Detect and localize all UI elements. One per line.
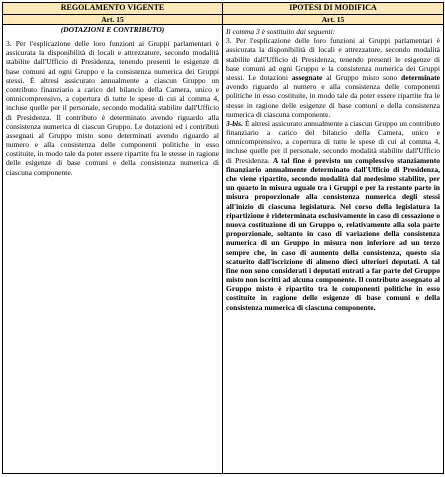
- paragraph-text-3: avendo riguardo al numero e alla consistenza delle componenti politiche in esso costituite, in modo tale da poter essere ripartite fra le stesse in ragione delle esigenze di base comuni e della consistenza numerica di ciascuna componente.: [226, 82, 440, 119]
- current-paragraph-3: [6, 39, 219, 177]
- paragraph-number: 3.: [6, 39, 12, 48]
- amendment-intro: Il comma 3 è sostituito dai seguenti:: [226, 27, 336, 36]
- paragraph-text-2: al Gruppo misto sono: [322, 72, 402, 82]
- content-row: [3, 25, 444, 474]
- article-label-right: Art. 15: [304, 15, 363, 25]
- current-text-cell: [3, 25, 223, 474]
- paragraph-text: Per l'esplicazione delle loro funzioni ai Gruppi parlamentari è assicurata la disponibilità di locali e attrezzature, secondo modalità stabilite dall'Ufficio di Presidenza, tenendo presenti le esigenze di base comuni ad ogni Gruppo e la consistenza numerica dei Gruppi stessi. È altresì assicurato annualmente a ciascun Gruppo un contributo finanziario a carico del bilancio della Camera, unico e omnicomprensivo, a copertura di tutte le spese di cui al comma 4, incluse quelle per il personale, secondo modalità stabilite dall'Ufficio di Presidenza. Il contributo è determinato avendo riguardo alla consistenza numerica di ciascun Gruppo. Le dotazioni ed i contributi assegnati al Gruppo misto sono determinati avendo riguardo al numero e alla consistenza delle componenti politiche in esso costituite, in modo tale da poter essere ripartite fra le stesse in ragione delle esigenze di base comuni e della consistenza numerica di ciascuna componente.: [6, 39, 219, 177]
- amended-paragraph-3-bis: [226, 119, 440, 312]
- article-row: [3, 15, 444, 25]
- paragraph-text-1: È altresì assicurato annualmente a ciascun Gruppo un contributo finanziario a carico del bilancio della Camera, unico e omnicomprensivo, a copertura di tutte le spese di cui al comma 4, incluse quelle per il personale, secondo modalità stabilite dall'Ufficio di Presidenza.: [226, 118, 441, 165]
- paragraph-bold-1: assegnate: [291, 72, 323, 82]
- paragraph-number: 3-bis.: [226, 118, 243, 128]
- header-current-regulation: REGOLAMENTO VIGENTE: [3, 3, 223, 15]
- header-row: [3, 3, 444, 15]
- header-proposed-amendment: IPOTESI DI MODIFICA: [223, 3, 444, 15]
- paragraph-bold-2: determinate: [401, 72, 441, 82]
- comparison-table: [2, 2, 444, 474]
- paragraph-bold-1: A tal fine è previsto un complessivo stanziamento finanziario annualmente determinato dall'Ufficio di Presidenza, che viene ripartito, secondo modalità dal medesimo stabilite, per un quarto in misura uguale tra i Gruppi e per la restante parte in misura proporzionale alla consistenza numerica degli stessi all'inizio di ciascuna legislatura. Nel corso della legislatura la ripartizione è rideterminata esclusivamente in caso di cessazione o nuova costituzione di un Gruppo o, relativamente alla sola parte proporzionale, soltanto in caso di variazione della consistenza numerica di un Gruppo in misura non inferiore ad un terzo sempre che, in caso di aumento della consistenza, questo sia scaturito dall'iscrizione di almeno dieci ulteriori deputati. A tal fine non sono considerati i deputati entrati a far parte del Gruppo misto non iscritti ad alcuna componente. Il contributo assegnato al Gruppo misto è ripartito tra le componenti politiche in esso costituite in ragione delle esigenze di base comuni e della consistenza numerica di ciascuna componente.: [226, 155, 440, 312]
- paragraph-text-1: Per l'esplicazione delle loro funzioni ai Gruppi parlamentari è assicurata la disponibilità di locali e attrezzature, secondo modalità stabilite dall'Ufficio di Presidenza, tenendo presenti le esigenze di base comuni ad ogni Gruppo e la consistenza numerica dei Gruppi stessi. Le dotazioni: [226, 36, 440, 82]
- amended-paragraph-3: [226, 36, 440, 119]
- paragraph-number: 3.: [226, 36, 232, 46]
- section-subtitle: (DOTAZIONI E CONTRIBUTO): [60, 25, 165, 34]
- article-label-left: Art. 15: [83, 15, 142, 25]
- amendment-text-cell: [223, 25, 444, 474]
